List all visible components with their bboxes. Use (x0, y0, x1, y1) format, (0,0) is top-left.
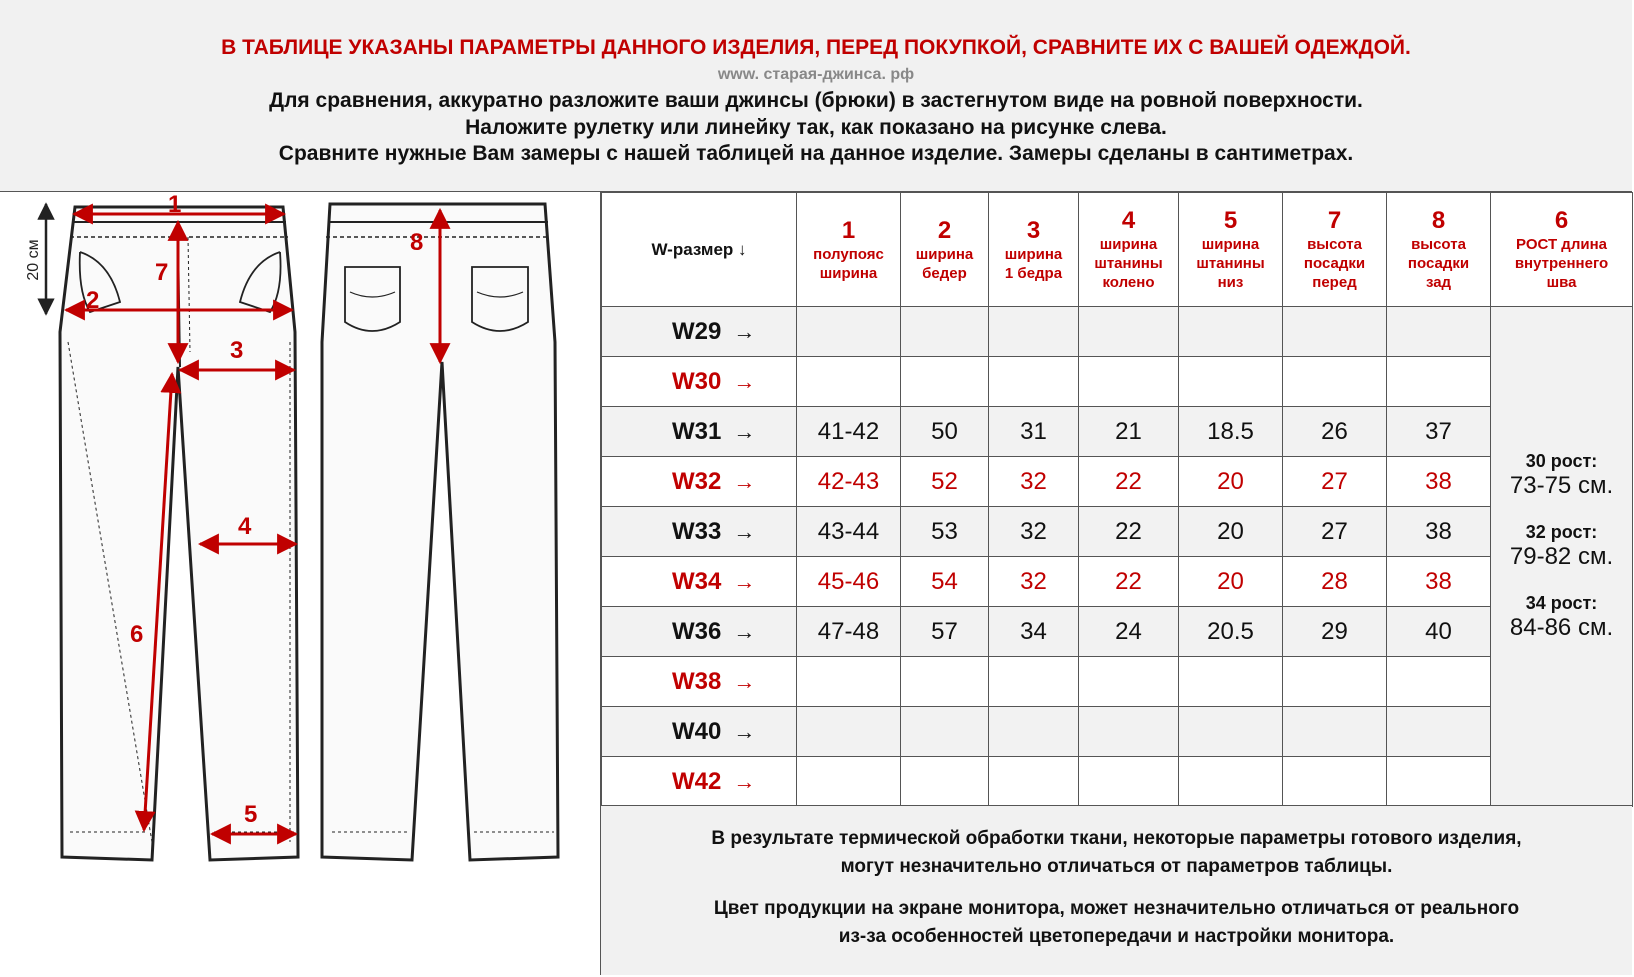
table-row (602, 507, 1633, 557)
w-size-cell (602, 407, 797, 457)
table-row (602, 307, 1633, 357)
measurement-cell: 38 (1387, 507, 1491, 557)
footer-notes (601, 805, 1632, 975)
column-header (1079, 193, 1179, 307)
footer-note-2-line-1: Цвет продукции на экране монитора, может незначительно отличаться от реального (713, 898, 1520, 919)
w-size-label: W38 (672, 667, 722, 695)
measurement-cell (989, 707, 1079, 757)
column-label: штанины (1196, 255, 1265, 272)
table-row (602, 757, 1633, 807)
measurement-cell: 43-44 (797, 507, 901, 557)
column-number: 4 (1121, 207, 1136, 234)
arrow-right-icon: → (733, 418, 756, 444)
w-size-label: W33 (672, 517, 722, 545)
measurement-cell: 27 (1283, 507, 1387, 557)
column-label: посадки (1303, 255, 1366, 272)
column-header (989, 193, 1079, 307)
measurement-cell (901, 707, 989, 757)
measurement-cell: 31 (989, 407, 1079, 457)
measurement-cell (1179, 357, 1283, 407)
instruction-line-2: Наложите рулетку или линейку так, как показано на рисунке слева. (465, 116, 1167, 139)
w-size-cell (602, 707, 797, 757)
column-label: штанины (1094, 255, 1163, 272)
measurement-cell: 20 (1179, 457, 1283, 507)
w-size-cell (602, 457, 797, 507)
notice-title: В ТАБЛИЦЕ УКАЗАНЫ ПАРАМЕТРЫ ДАННОГО ИЗДЕЛИЯ, ПЕРЕД ПОКУПКОЙ, СРАВНИТЕ ИХ С ВАШЕЙ ОДЕЖДОЙ. (221, 36, 1411, 59)
arrow-right-icon: → (733, 718, 756, 744)
column-label: колено (1102, 274, 1155, 291)
column-header (1179, 193, 1283, 307)
w-size-header (602, 193, 797, 307)
w-size-cell (602, 557, 797, 607)
column-label: бедер (922, 264, 967, 282)
table-header-row (602, 193, 1633, 307)
column-label: ширина (819, 264, 878, 282)
marker-7: 7 (155, 259, 169, 286)
measurement-cell (1079, 757, 1179, 807)
inseam-value: 79-82 см. (1509, 543, 1614, 570)
w-size-label: W30 (672, 367, 722, 395)
footer-note-2-line-2: из-за особенностей цветопередачи и настройки монитора. (838, 926, 1395, 947)
column-label: зад (1425, 274, 1452, 291)
measurement-cell (901, 357, 989, 407)
w-size-header-label: W-размер ↓ (651, 239, 747, 259)
measurement-cell: 41-42 (797, 407, 901, 457)
measurement-cell (1079, 357, 1179, 407)
column-label: полупояс (813, 245, 884, 263)
measurement-cell (797, 357, 901, 407)
column-number: 1 (841, 216, 856, 244)
measurement-cell (1179, 757, 1283, 807)
marker-2: 2 (86, 287, 100, 314)
w-size-cell (602, 507, 797, 557)
measurement-cell: 57 (901, 607, 989, 657)
footer-note-1-line-2: могут незначительно отличаться от параметров таблицы. (840, 856, 1393, 877)
arrow-right-icon: → (733, 318, 756, 344)
measurement-cell: 22 (1079, 507, 1179, 557)
measurement-cell: 20.5 (1179, 607, 1283, 657)
site-url[interactable]: www. старая-джинса. рф (717, 66, 915, 83)
column-label: РОСТ длина (1516, 236, 1607, 253)
measurement-cell: 50 (901, 407, 989, 457)
column-number: 5 (1223, 207, 1238, 234)
w-size-cell (602, 307, 797, 357)
column-label: внутреннего (1514, 255, 1609, 272)
measurement-cell (1283, 757, 1387, 807)
measurement-cell: 53 (901, 507, 989, 557)
measurement-cell (989, 307, 1079, 357)
column-number: 7 (1327, 207, 1342, 234)
scale-label: 20 см (25, 239, 42, 281)
measurement-cell: 22 (1079, 557, 1179, 607)
arrow-right-icon: → (733, 518, 756, 544)
measurement-cell: 42-43 (797, 457, 901, 507)
column-header (797, 193, 901, 307)
column-label: ширина (1201, 236, 1260, 253)
table-row (602, 357, 1633, 407)
table-row (602, 557, 1633, 607)
measurement-cell (901, 757, 989, 807)
marker-3: 3 (230, 337, 244, 364)
w-size-label: W34 (672, 567, 722, 595)
header-panel (0, 0, 1632, 192)
w-size-label: W29 (672, 317, 722, 345)
w-size-cell (602, 607, 797, 657)
w-size-cell (602, 357, 797, 407)
jeans-measurement-diagram (0, 192, 601, 975)
arrow-right-icon: → (733, 668, 756, 694)
w-size-cell (602, 657, 797, 707)
table-row (602, 457, 1633, 507)
arrow-right-icon: → (733, 568, 756, 594)
w-size-label: W42 (672, 767, 722, 795)
measurement-cell: 22 (1079, 457, 1179, 507)
measurement-cell (1179, 657, 1283, 707)
measurement-cell (1283, 707, 1387, 757)
measurement-cell (797, 307, 901, 357)
measurement-cell: 47-48 (797, 607, 901, 657)
measurement-cell: 45-46 (797, 557, 901, 607)
marker-6: 6 (130, 621, 144, 648)
measurement-cell: 32 (989, 557, 1079, 607)
column-label: высота (1307, 236, 1362, 253)
measurement-cell: 21 (1079, 407, 1179, 457)
instruction-line-3: Сравните нужные Вам замеры с нашей таблицей на данное изделие. Замеры сделаны в сантиметрах. (278, 142, 1354, 165)
measurement-cell (1283, 357, 1387, 407)
column-label: посадки (1407, 255, 1470, 272)
measurement-cell (1387, 357, 1491, 407)
measurement-cell: 37 (1387, 407, 1491, 457)
size-table (601, 192, 1633, 807)
measurement-cell (1179, 707, 1283, 757)
measurement-cell: 32 (989, 457, 1079, 507)
measurement-cell (989, 657, 1079, 707)
height-label: 34 рост: (1525, 593, 1598, 613)
column-header (1283, 193, 1387, 307)
measurement-cell (797, 657, 901, 707)
column-label: ширина (1099, 236, 1158, 253)
measurement-cell: 54 (901, 557, 989, 607)
arrow-right-icon: → (733, 618, 756, 644)
column-number: 6 (1554, 207, 1569, 234)
column-label: шва (1546, 274, 1577, 291)
marker-4: 4 (238, 513, 252, 540)
measurement-cell: 20 (1179, 557, 1283, 607)
table-row (602, 707, 1633, 757)
w-size-label: W36 (672, 617, 722, 645)
inseam-value: 73-75 см. (1509, 472, 1614, 499)
measurement-cell (1079, 307, 1179, 357)
column-label: ширина (1004, 245, 1063, 263)
w-size-label: W31 (672, 417, 722, 445)
inseam-height-cell (1491, 307, 1633, 807)
measurement-cell: 34 (989, 607, 1079, 657)
column-number: 2 (937, 216, 952, 244)
instruction-line-1: Для сравнения, аккуратно разложите ваши джинсы (брюки) в застегнутом виде на ровной поверхности. (269, 89, 1363, 112)
measurement-cell (1387, 707, 1491, 757)
measurement-cell (1387, 307, 1491, 357)
measurement-cell: 52 (901, 457, 989, 507)
marker-8: 8 (410, 229, 424, 256)
jeans-drawing (0, 192, 600, 975)
measurement-cell (1387, 757, 1491, 807)
column-label: ширина (915, 245, 974, 263)
table-row (602, 407, 1633, 457)
column-label: высота (1411, 236, 1466, 253)
measurement-cell (901, 307, 989, 357)
measurement-cell (1079, 707, 1179, 757)
measurement-cell: 24 (1079, 607, 1179, 657)
w-size-label: W32 (672, 467, 722, 495)
measurement-cell: 18.5 (1179, 407, 1283, 457)
measurement-cell (1283, 307, 1387, 357)
w-size-label: W40 (672, 717, 722, 745)
marker-5: 5 (244, 801, 258, 828)
arrow-right-icon: → (733, 368, 756, 394)
measurement-cell: 32 (989, 507, 1079, 557)
column-header (901, 193, 989, 307)
measurement-cell: 20 (1179, 507, 1283, 557)
measurement-cell (901, 657, 989, 707)
size-table-body (602, 307, 1633, 807)
column-label: низ (1217, 274, 1244, 291)
footer-note-1-line-1: В результате термической обработки ткани, некоторые параметры готового изделия, (711, 828, 1522, 849)
arrow-right-icon: → (733, 768, 756, 794)
measurement-cell: 26 (1283, 407, 1387, 457)
measurement-cell: 28 (1283, 557, 1387, 607)
measurement-cell (1387, 657, 1491, 707)
measurement-cell: 27 (1283, 457, 1387, 507)
measurement-cell (797, 707, 901, 757)
measurement-cell: 29 (1283, 607, 1387, 657)
measurement-cell: 38 (1387, 457, 1491, 507)
measurement-cell: 40 (1387, 607, 1491, 657)
measurement-cell (797, 757, 901, 807)
measurement-cell (989, 757, 1079, 807)
measurement-cell: 38 (1387, 557, 1491, 607)
column-header (1387, 193, 1491, 307)
column-label: 1 бедра (1004, 264, 1063, 282)
measurement-cell (1283, 657, 1387, 707)
measurement-cell (989, 357, 1079, 407)
table-row (602, 607, 1633, 657)
column-label: перед (1312, 274, 1357, 291)
column-number: 8 (1431, 207, 1446, 234)
table-row (602, 657, 1633, 707)
measurement-cell (1179, 307, 1283, 357)
inseam-value: 84-86 см. (1509, 614, 1614, 641)
height-label: 32 рост: (1525, 522, 1598, 542)
height-label: 30 рост: (1525, 451, 1598, 471)
arrow-right-icon: → (733, 468, 756, 494)
marker-1: 1 (168, 192, 182, 218)
w-size-cell (602, 757, 797, 807)
column-number: 3 (1026, 216, 1041, 244)
column-header (1491, 193, 1633, 307)
measurement-cell (1079, 657, 1179, 707)
